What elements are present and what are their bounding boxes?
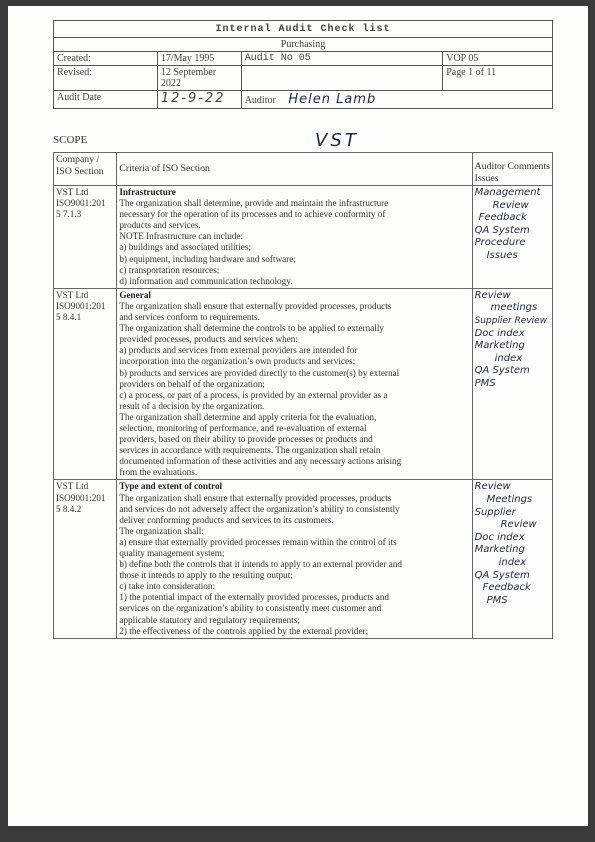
section-title: Type and extent of control [119,481,223,492]
table-row [54,480,553,638]
comments-cell [472,288,552,480]
criteria-line: necessary for the operation of its processes and to achieve conformity of [119,209,386,220]
criteria-line: products and services. [119,220,201,231]
column-header-company-line1: Company / [56,154,100,165]
iso-standard: ISO9001:201 [56,198,106,209]
handwritten-comment: QA System [474,224,530,236]
auditor-signature: Helen Lamb [288,92,377,107]
handwritten-comment: Marketing [474,340,525,352]
criteria-line: services on the organization’s ability to consistently meet customer and [119,603,382,614]
handwritten-comment: Review [500,519,537,531]
handwritten-comment: PMS [486,594,508,606]
criteria-line: The organization shall ensure that externally provided processes, products [119,492,392,503]
column-header-comments [472,153,552,186]
criteria-line: and services conform to requirements. [119,312,260,323]
handwritten-comment: meetings [490,302,538,314]
criteria-line: b) products and services are provided directly to the customer(s) by external [119,367,400,378]
handwritten-comment: Meetings [486,494,533,506]
criteria-line: and services do not adversely affect the organization’s ability to consistently [119,503,400,514]
criteria-table [53,152,553,639]
criteria-line: 1) the potential impact of the externally provided processes, products and [119,592,390,603]
column-header-comments-line1: Auditor Comments [474,161,550,172]
criteria-line: a) ensure that externally provided processes remain within the control of its [119,536,397,547]
company-name: VST Ltd [56,481,89,492]
section-title: Infrastructure [119,187,176,197]
criteria-line: selection, monitoring of performance, and re-evaluation of external [119,422,367,433]
handwritten-comment: Supplier Review [474,316,548,327]
audit-date-value: 12-9-22 [157,91,241,109]
criteria-line: result of a decision by the organization. [119,400,265,411]
iso-section: 5 7.1.3 [56,209,82,220]
revised-year: 2022 [160,78,181,89]
table-row [54,186,553,289]
document-title: Internal Audit Check list [54,21,553,38]
handwritten-comment: Doc index [474,531,525,543]
criteria-cell [117,186,472,289]
handwritten-comment: Feedback [478,212,527,224]
handwritten-comment: Review [474,289,511,301]
criteria-line: The organization shall determine, provide and maintain the infrastructure [119,198,389,209]
handwritten-comment: Review [474,481,511,493]
criteria-line: deliver conforming products and services to its customers. [119,514,334,525]
criteria-line: providers, based on their ability to provide processes or products and [119,434,373,445]
auditor-cell [241,91,552,109]
company-cell [54,288,117,480]
criteria-line: from the evaluations. [119,467,198,478]
criteria-line: services in accordance with requirements. The organization shall retain [119,445,381,456]
scan-background-edge [0,826,595,842]
criteria-line: quality management system; [119,548,225,558]
revised-value [157,66,241,91]
scope-row [53,130,553,152]
criteria-cell [117,480,472,638]
handwritten-comment: Feedback [482,582,531,594]
table-row [54,288,553,480]
criteria-line: The organization shall: [119,525,204,536]
criteria-line: b) equipment, including hardware and software; [119,253,296,264]
created-label: Created: [54,52,158,66]
scope-label: SCOPE [53,134,88,146]
criteria-line: those it intends to apply to the resulting output; [119,570,293,581]
criteria-line: incorporation into the organization’s own products and services; [119,356,356,367]
criteria-line: applicable statutory and regulatory requirements; [119,614,300,625]
handwritten-comment: Doc index [474,327,525,339]
criteria-line: NOTE Infrastructure can include: [119,231,244,242]
handwritten-comment: index [498,557,527,568]
criteria-line: providers on behalf of the organization; [119,378,265,389]
auditor-label: Auditor [244,95,276,106]
criteria-cell [117,288,472,480]
handwritten-comment: QA System [474,365,530,377]
criteria-line: b) define both the controls that it intends to apply to an external provider and [119,559,403,570]
audit-date-label: Audit Date [54,91,158,109]
vop-reference: VOP 05 [443,52,553,66]
handwritten-comment: Review [492,199,529,211]
created-value: 17/May 1995 [157,52,241,66]
handwritten-comment: index [494,352,523,364]
scope-value: VST [315,130,359,151]
handwritten-comment: Issues [486,249,518,261]
header-table [53,20,553,109]
criteria-line: documented information of these activities and any necessary actions arising [119,456,402,467]
company-name: VST Ltd [56,187,89,197]
handwritten-comment: Marketing [474,544,525,556]
criteria-line: provided processes, products and services when: [119,334,298,345]
column-header-comments-line2: Issues [474,172,499,184]
criteria-table-header [54,153,553,186]
section-title: General [119,289,151,300]
department-name: Purchasing [54,38,553,52]
audit-document-page [8,6,588,834]
column-header-company-line2: ISO Section [56,165,104,177]
company-cell [54,186,117,289]
column-header-criteria: Criteria of ISO Section [117,153,472,186]
handwritten-comment: Management [474,187,541,198]
audit-number: Audit No 05 [241,52,443,66]
criteria-line: c) take into consideration: [119,581,215,592]
column-header-company [54,153,117,186]
criteria-line: d) information and communication technology. [119,275,293,286]
handwritten-comment: Supplier [474,506,516,518]
iso-standard: ISO9001:201 [56,492,106,503]
criteria-line: a) buildings and associated utilities; [119,242,251,253]
criteria-line: 2) the effectiveness of the controls applied by the external provider; [119,625,369,636]
revised-date: 12 September [160,67,217,78]
handwritten-comment: Procedure [474,237,526,249]
iso-section: 5 8.4.1 [56,312,82,323]
comments-cell [472,480,552,638]
criteria-line: c) a process, or part of a process, is provided by an external provider as a [119,389,388,400]
revised-blank [241,66,443,91]
criteria-line: The organization shall determine and apply criteria for the evaluation, [119,411,377,422]
criteria-line: The organization shall ensure that externally provided processes, products [119,300,392,311]
iso-section: 5 8.4.2 [56,503,82,514]
company-name: VST Ltd [56,289,89,300]
criteria-line: a) products and services from external providers are intended for [119,345,358,356]
criteria-line: c) transportation resources; [119,264,220,275]
handwritten-comment: PMS [474,378,496,389]
comments-cell [472,186,552,289]
page-number: Page 1 of 11 [443,66,553,91]
criteria-line: The organization shall determine the controls to be applied to externally [119,323,384,334]
company-cell [54,480,117,638]
handwritten-comment: QA System [474,569,530,581]
iso-standard: ISO9001:201 [56,300,106,311]
revised-label: Revised: [54,66,158,91]
